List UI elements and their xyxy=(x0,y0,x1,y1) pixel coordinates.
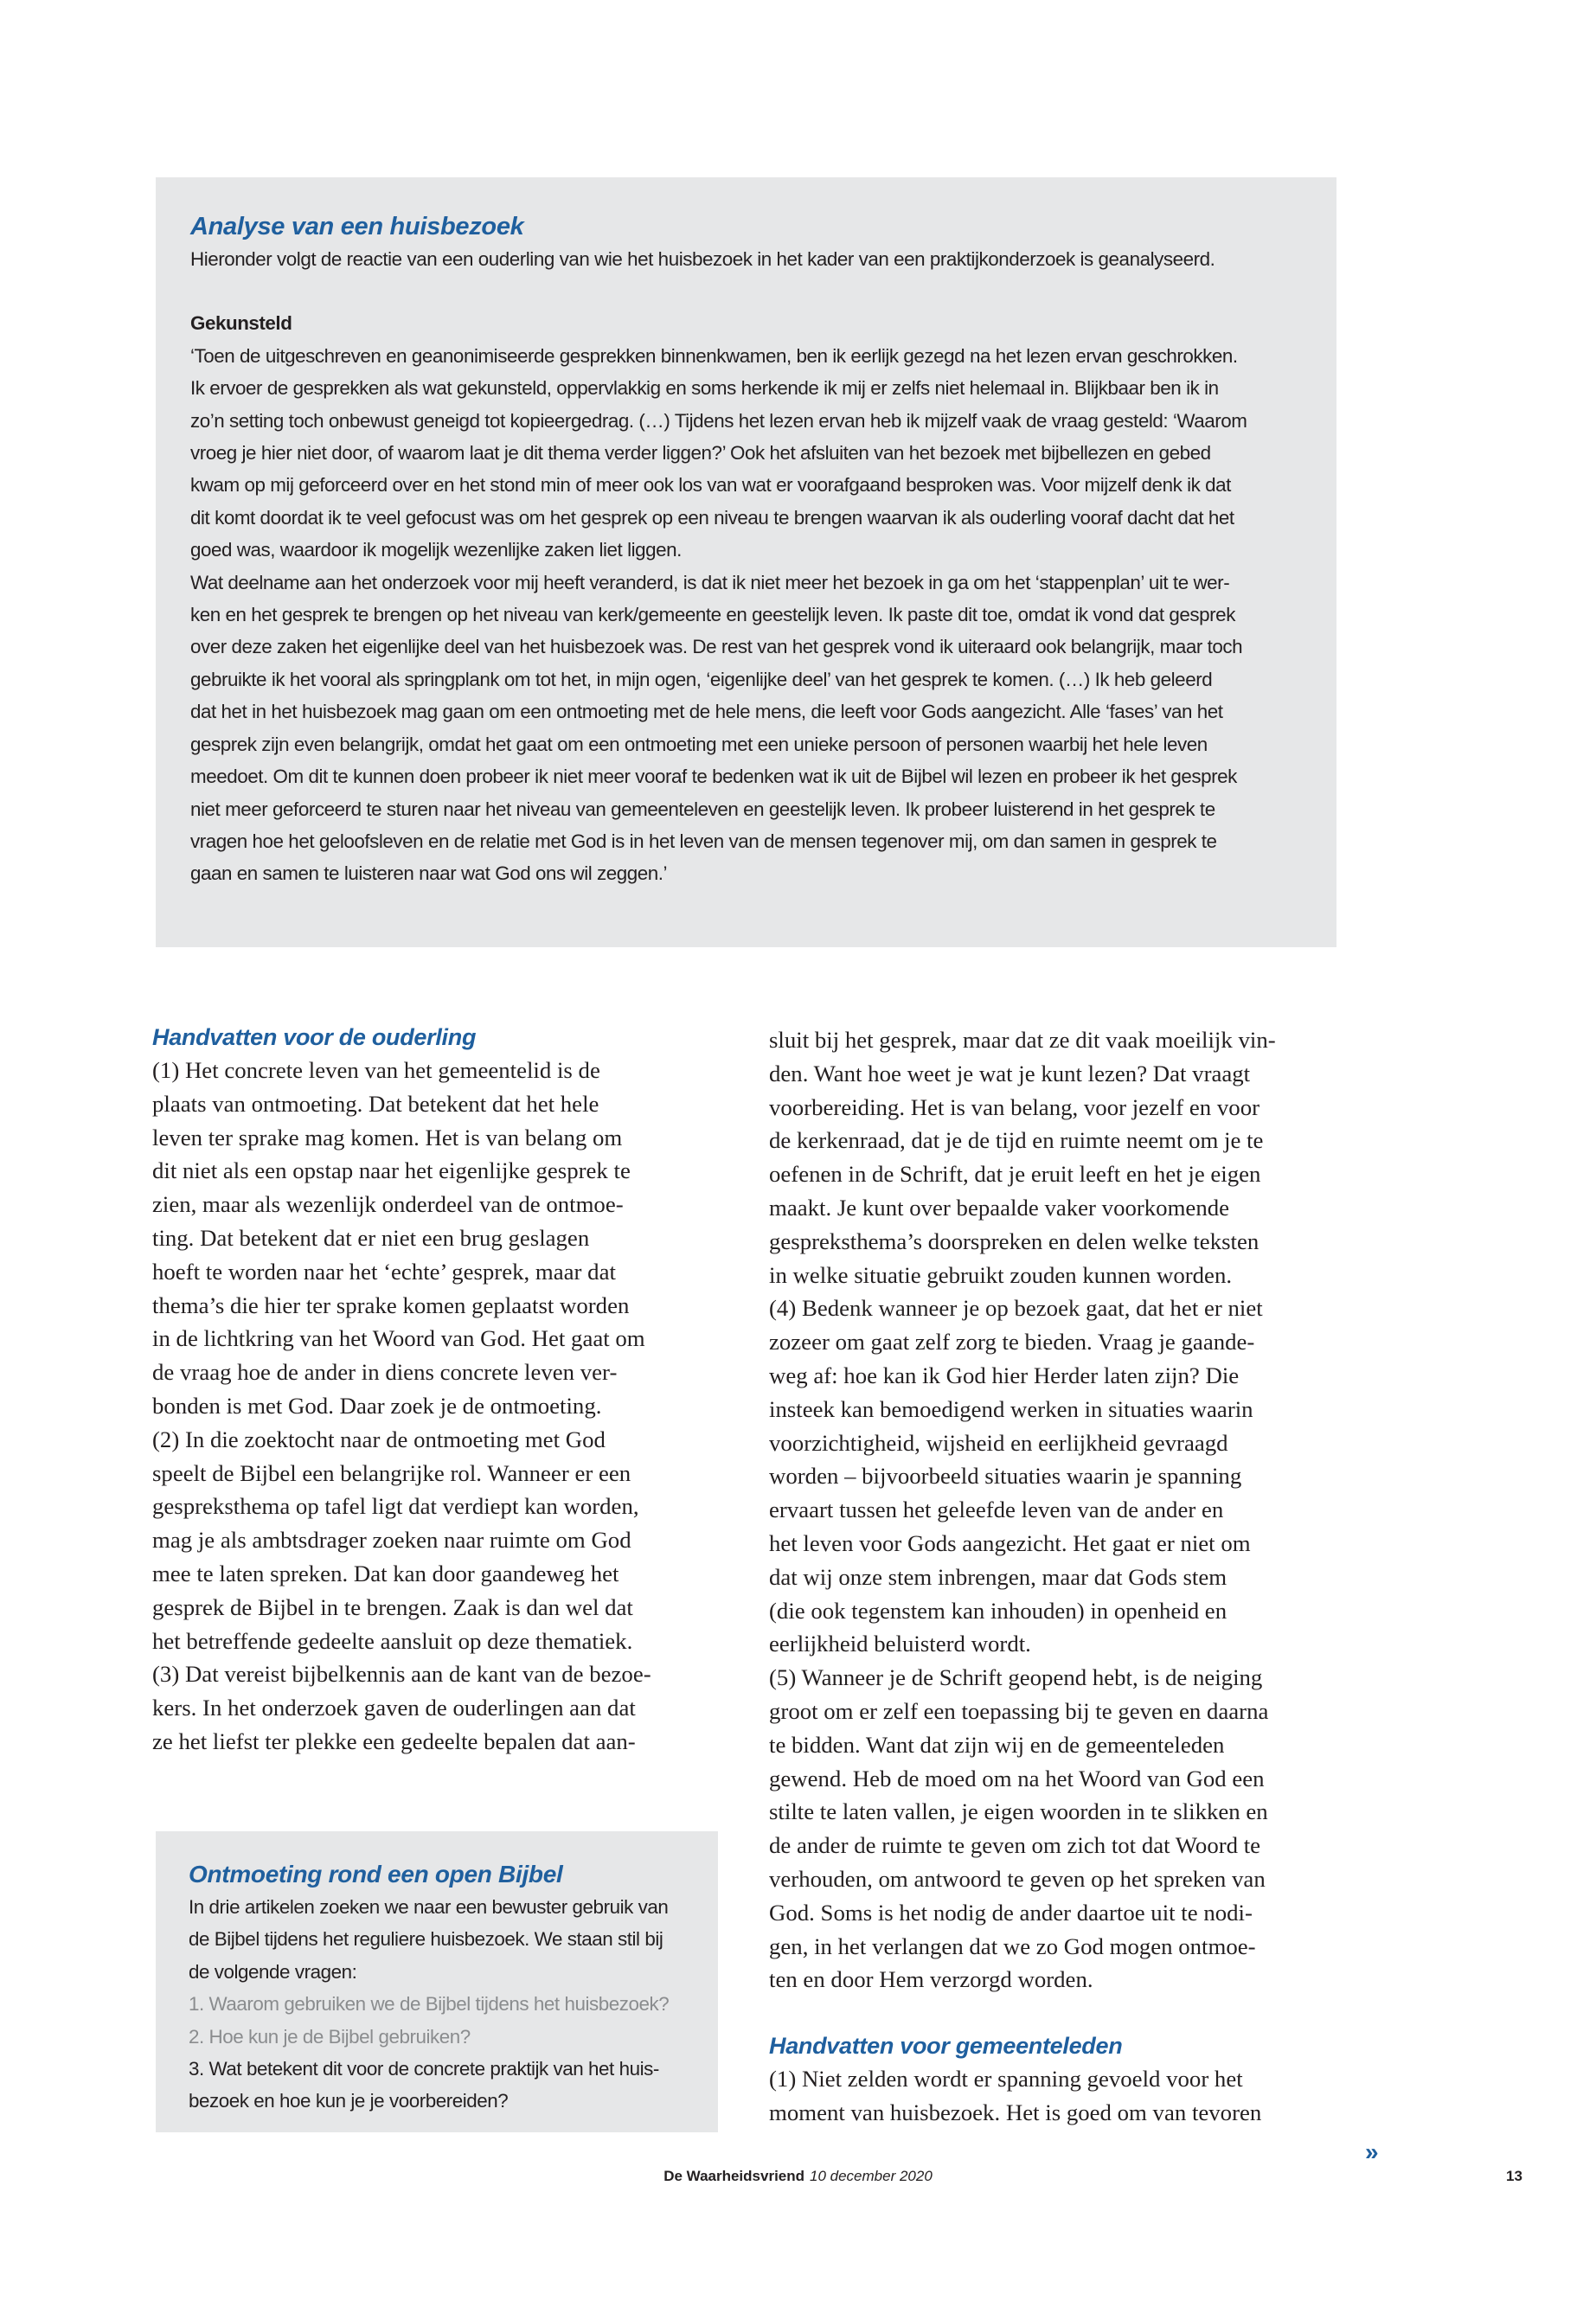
body-line: stilte te laten vallen, je eigen woorden in te slikken en xyxy=(769,1798,1268,1825)
question-1: 1. Waarom gebruiken we de Bijbel tijdens het huisbezoek? xyxy=(189,1993,670,2016)
body-line: (1) Het concrete leven van het gemeentelid is de xyxy=(152,1057,600,1083)
body-line: verhouden, om antwoord te geven op het spreken van xyxy=(769,1865,1266,1892)
question-3-line: bezoek en hoe kun je je voorbereiden? xyxy=(189,2090,509,2112)
body-line: (3) Dat vereist bijbelkennis aan de kant van de bezoe- xyxy=(152,1661,651,1688)
analysis-line: ken en het gesprek te brengen op het niveau van kerk/gemeente en geestelijk leven. Ik paste dit toe, omdat ik vond dat gesprek xyxy=(190,604,1235,626)
analysis-line: Ik ervoer de gesprekken als wat gekunsteld, oppervlakkig en soms herkende ik mij er zelfs niet helemaal in. Blijkbaar ben ik in xyxy=(190,377,1219,400)
body-line: (4) Bedenk wanneer je op bezoek gaat, dat het er niet xyxy=(769,1295,1263,1322)
body-line: de vraag hoe de ander in diens concrete leven ver- xyxy=(152,1359,618,1386)
analysis-line: dat het in het huisbezoek mag gaan om een ontmoeting met de hele mens, die leeft voor Gods aangezicht. Alle ‘fases’ van het xyxy=(190,701,1223,723)
info-box xyxy=(156,1831,718,2132)
issue-date: 10 december 2020 xyxy=(810,2168,933,2184)
body-line: gen, in het verlangen dat we zo God mogen ontmoe- xyxy=(769,1932,1256,1959)
body-line: kers. In het onderzoek gaven de ouderlingen aan dat xyxy=(152,1695,636,1721)
body-line: groot om er zelf een toepassing bij te geven en daarna xyxy=(769,1697,1269,1724)
analysis-line: goed was, waardoor ik mogelijk wezenlijke zaken liet liggen. xyxy=(190,539,682,561)
analysis-line: niet meer geforceerd te sturen naar het niveau van gemeenteleven en geestelijk leven. Ik probeer luisterend in het gesprek te xyxy=(190,798,1215,820)
info-line: In drie artikelen zoeken we naar een bewuster gebruik van xyxy=(189,1896,669,1918)
analysis-title: Analyse van een huisbezoek xyxy=(190,213,524,240)
body-line: maakt. Je kunt over bepaalde vaker voorkomende xyxy=(769,1194,1230,1221)
info-box-title: Ontmoeting rond een open Bijbel xyxy=(189,1861,563,1888)
body-line: zozeer om gaat zelf zorg te bieden. Vraag je gaande- xyxy=(769,1329,1255,1356)
body-line: (1) Niet zelden wordt er spanning gevoeld voor het xyxy=(769,2066,1243,2093)
analysis-line: gaan en samen te luisteren naar wat God ons wil zeggen.’ xyxy=(190,862,668,885)
body-line: het betreffende gedeelte aansluit op deze thematiek. xyxy=(152,1627,633,1654)
analysis-line: meedoet. Om dit te kunnen doen probeer ik niet meer vooraf te bedenken wat ik uit de Bijbel wil lezen en probeer ik het gesprek xyxy=(190,766,1237,788)
analysis-line: zo’n setting toch onbewust geneigd tot kopieergedrag. (…) Tijdens het lezen ervan heb ik mijzelf vaak de vraag gesteld: ‘Waarom xyxy=(190,409,1247,432)
body-line: hoeft te worden naar het ‘echte’ gesprek, maar dat xyxy=(152,1258,616,1285)
body-line: sluit bij het gesprek, maar dat ze dit vaak moeilijk vin- xyxy=(769,1027,1276,1053)
body-line: ervaart tussen het geleefde leven van de ander en xyxy=(769,1497,1224,1523)
body-line: gespreksthema op tafel ligt dat verdiept kan worden, xyxy=(152,1493,639,1520)
body-line: mee te laten spreken. Dat kan door gaandeweg het xyxy=(152,1560,619,1586)
body-line: worden – bijvoorbeeld situaties waarin je spanning xyxy=(769,1463,1242,1490)
body-line: plaats van ontmoeting. Dat betekent dat het hele xyxy=(152,1090,599,1117)
body-line: (die ook tegenstem kan inhouden) in openheid en xyxy=(769,1597,1227,1624)
body-line: in de lichtkring van het Woord van God. Het gaat om xyxy=(152,1325,645,1352)
body-line: God. Soms is het nodig de ander daartoe uit te nodi- xyxy=(769,1899,1253,1926)
body-line: de kerkenraad, dat je de tijd en ruimte neemt om je te xyxy=(769,1127,1264,1154)
analysis-line: ‘Toen de uitgeschreven en geanonimiseerde gesprekken binnenkwamen, ben ik eerlijk gezegd na het lezen ervan geschrokken. xyxy=(190,344,1238,367)
section-heading-gemeenteleden: Handvatten voor gemeenteleden xyxy=(769,2033,1123,2060)
body-line: eerlijkheid beluisterd wordt. xyxy=(769,1631,1031,1657)
section-heading-ouderling: Handvatten voor de ouderling xyxy=(152,1024,477,1050)
body-line: speelt de Bijbel een belangrijke rol. Wanneer er een xyxy=(152,1459,631,1486)
body-line: (5) Wanneer je de Schrift geopend hebt, is de neiging xyxy=(769,1664,1263,1691)
body-line: zien, maar als wezenlijk onderdeel van de ontmoe- xyxy=(152,1191,624,1218)
continue-arrow-icon: » xyxy=(1365,2138,1379,2165)
body-line: in welke situatie gebruikt zouden kunnen worden. xyxy=(769,1261,1233,1288)
body-line: ten en door Hem verzorgd worden. xyxy=(769,1966,1093,1993)
body-line: leven ter sprake mag komen. Het is van belang om xyxy=(152,1124,623,1150)
analysis-line: gebruikte ik het vooral als springplank om tot het, in mijn ogen, ‘eigenlijke deel’ van het gesprek te komen. (…) Ik heb geleerd xyxy=(190,668,1213,690)
body-line: gewend. Heb de moed om na het Woord van God een xyxy=(769,1765,1265,1791)
body-line: gesprek de Bijbel in te brengen. Zaak is dan wel dat xyxy=(152,1593,633,1620)
body-line: gespreksthema’s doorspreken en delen welke teksten xyxy=(769,1227,1259,1254)
page-number: 13 xyxy=(1506,2168,1522,2184)
body-line: de ander de ruimte te geven om zich tot dat Woord te xyxy=(769,1832,1261,1859)
magazine-name: De Waarheidsvriend xyxy=(663,2168,805,2184)
analysis-line: dit komt doordat ik te veel gefocust was om het gesprek op een niveau te brengen waarvan ik als ouderling vooraf dacht dat het xyxy=(190,506,1234,529)
body-line: dit niet als een opstap naar het eigenlijke gesprek te xyxy=(152,1157,631,1184)
body-line: thema’s die hier ter sprake komen geplaatst worden xyxy=(152,1292,630,1318)
right-column xyxy=(769,1023,1340,2130)
body-line: bonden is met God. Daar zoek je de ontmoeting. xyxy=(152,1392,602,1419)
analysis-line: vragen hoe het geloofsleven en de relatie met God is in het leven van de mensen tegenover mij, om dan samen in gesprek te xyxy=(190,830,1217,852)
body-line: insteek kan bemoedigend werken in situaties waarin xyxy=(769,1395,1253,1422)
body-line: te bidden. Want dat zijn wij en de gemeenteleden xyxy=(769,1731,1225,1758)
info-line: de volgende vragen: xyxy=(189,1960,357,1983)
body-line: moment van huisbezoek. Het is goed om van tevoren xyxy=(769,2099,1262,2125)
body-line: dat wij onze stem inbrengen, maar dat Gods stem xyxy=(769,1563,1227,1590)
analysis-line: kwam op mij geforceerd over en het stond min of meer ook los van wat er voorafgaand besproken was. Voor mijzelf denk ik dat xyxy=(190,474,1231,497)
analysis-box xyxy=(156,177,1336,947)
page-footer xyxy=(0,2168,1596,2194)
body-line: ting. Dat betekent dat er niet een brug geslagen xyxy=(152,1224,590,1251)
question-3-line: 3. Wat betekent dit voor de concrete praktijk van het huis- xyxy=(189,2058,659,2080)
body-line: voorbereiding. Het is van belang, voor jezelf en voor xyxy=(769,1093,1260,1120)
body-line: ze het liefst ter plekke een gedeelte bepalen dat aan- xyxy=(152,1727,636,1754)
body-line: oefenen in de Schrift, dat je eruit leeft en het je eigen xyxy=(769,1161,1261,1188)
left-column xyxy=(152,1021,706,1759)
info-line: de Bijbel tijdens het reguliere huisbezoek. We staan stil bij xyxy=(189,1928,663,1951)
analysis-line: gesprek zijn even belangrijk, omdat het gaat om een ontmoeting met een unieke persoon of personen waarbij het hele leven xyxy=(190,733,1208,755)
body-line: voorzichtigheid, wijsheid en eerlijkheid gevraagd xyxy=(769,1429,1228,1456)
body-line: den. Want hoe weet je wat je kunt lezen? Dat vraagt xyxy=(769,1060,1251,1086)
analysis-subhead: Gekunsteld xyxy=(190,312,292,335)
footer-credit xyxy=(0,2168,1596,2185)
body-line: mag je als ambtsdrager zoeken naar ruimte om God xyxy=(152,1527,631,1554)
body-line: het leven voor Gods aangezicht. Het gaat er niet om xyxy=(769,1529,1251,1556)
analysis-line: Wat deelname aan het onderzoek voor mij heeft veranderd, is dat ik niet meer het bezoek in ga om het ‘stappenplan’ uit te wer- xyxy=(190,571,1230,593)
body-line: (2) In die zoektocht naar de ontmoeting met God xyxy=(152,1426,606,1452)
analysis-line: vroeg je hier niet door, of waarom laat je dit thema verder liggen?’ Ook het afsluiten van het bezoek met bijbellezen en gebed xyxy=(190,442,1211,465)
analysis-intro: Hieronder volgt de reactie van een ouderling van wie het huisbezoek in het kader van een praktijkonderzoek is geanalyseerd. xyxy=(190,248,1215,270)
question-2: 2. Hoe kun je de Bijbel gebruiken? xyxy=(189,2025,471,2048)
analysis-line: over deze zaken het eigenlijke deel van het huisbezoek was. De rest van het gesprek vond ik uiteraard ook belangrijk, maar toch xyxy=(190,636,1243,658)
body-line: weg af: hoe kan ik God hier Herder laten zijn? Die xyxy=(769,1362,1240,1388)
